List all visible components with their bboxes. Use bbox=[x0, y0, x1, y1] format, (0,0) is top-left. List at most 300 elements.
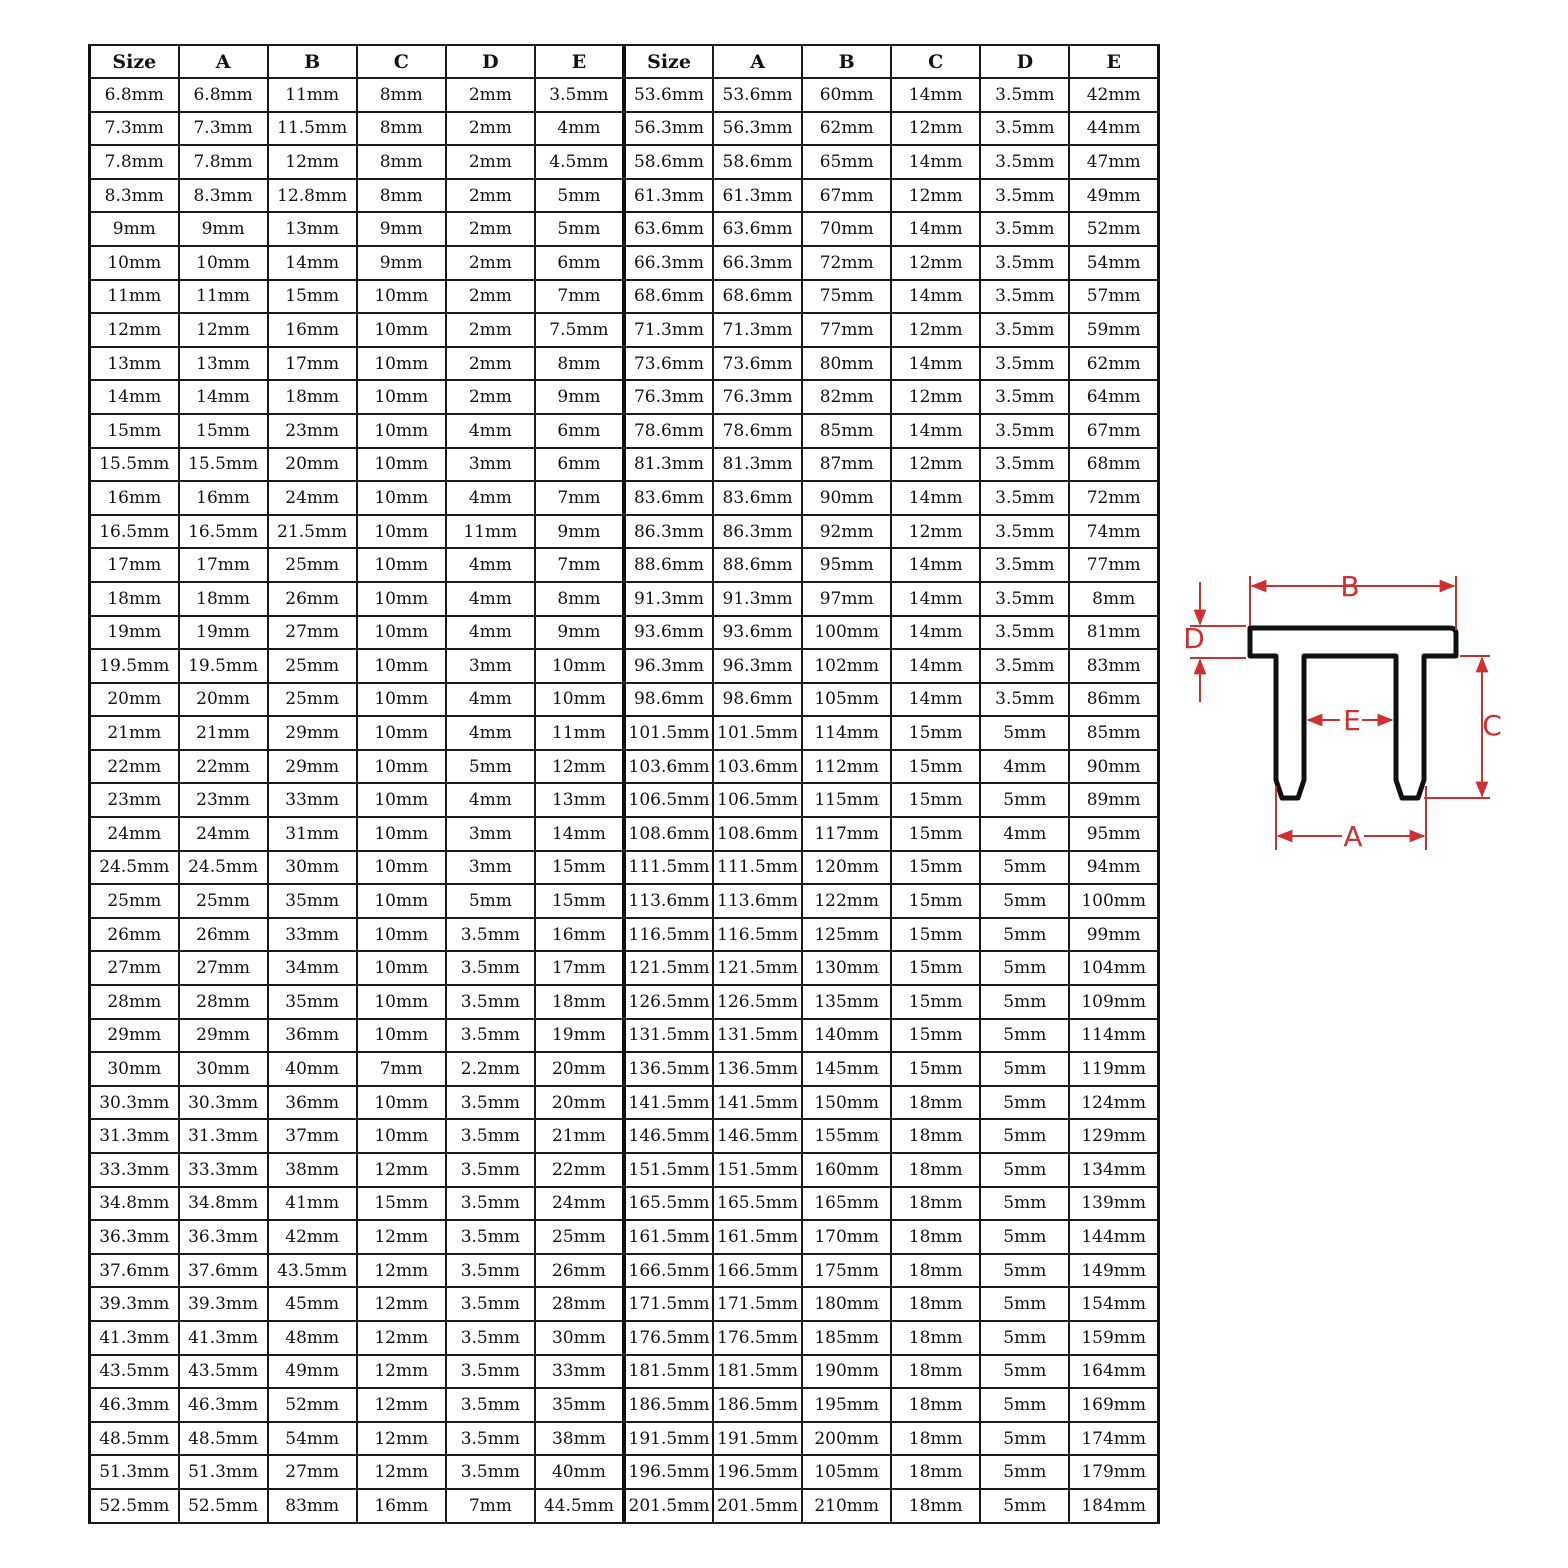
table-cell: 111.5mm bbox=[624, 851, 713, 885]
table-cell: 2mm bbox=[446, 112, 535, 146]
table-cell: 15.5mm bbox=[90, 448, 179, 482]
table-cell: 104mm bbox=[1069, 951, 1158, 985]
table-cell: 96.3mm bbox=[624, 649, 713, 683]
table-cell: 5mm bbox=[980, 1254, 1069, 1288]
table-cell: 10mm bbox=[357, 918, 446, 952]
column-header: Size bbox=[90, 45, 179, 78]
table-cell: 82mm bbox=[802, 380, 891, 414]
table-cell: 4mm bbox=[446, 481, 535, 515]
table-cell: 10mm bbox=[535, 649, 624, 683]
table-cell: 87mm bbox=[802, 448, 891, 482]
table-cell: 23mm bbox=[90, 783, 179, 817]
table-cell: 10mm bbox=[179, 246, 268, 280]
table-cell: 48.5mm bbox=[179, 1422, 268, 1456]
table-cell: 29mm bbox=[90, 1019, 179, 1053]
table-cell: 179mm bbox=[1069, 1455, 1158, 1489]
table-cell: 3.5mm bbox=[980, 448, 1069, 482]
table-cell: 27mm bbox=[90, 951, 179, 985]
table-cell: 14mm bbox=[891, 78, 980, 112]
table-cell: 58.6mm bbox=[713, 145, 802, 179]
table-cell: 114mm bbox=[802, 716, 891, 750]
table-cell: 122mm bbox=[802, 884, 891, 918]
table-cell: 5mm bbox=[980, 1321, 1069, 1355]
table-cell: 126.5mm bbox=[624, 985, 713, 1019]
table-cell: 19mm bbox=[535, 1019, 624, 1053]
table-cell: 5mm bbox=[980, 1355, 1069, 1389]
label-d: D bbox=[1183, 622, 1205, 655]
table-cell: 146.5mm bbox=[624, 1119, 713, 1153]
table-cell: 5mm bbox=[446, 884, 535, 918]
table-cell: 81mm bbox=[1069, 616, 1158, 650]
table-cell: 21.5mm bbox=[268, 515, 357, 549]
table-cell: 4.5mm bbox=[535, 145, 624, 179]
table-cell: 5mm bbox=[535, 212, 624, 246]
table-cell: 93.6mm bbox=[713, 616, 802, 650]
table-cell: 114mm bbox=[1069, 1019, 1158, 1053]
table-cell: 10mm bbox=[357, 716, 446, 750]
table-cell: 175mm bbox=[802, 1254, 891, 1288]
table-cell: 21mm bbox=[179, 716, 268, 750]
table-cell: 20mm bbox=[535, 1052, 624, 1086]
table-cell: 48mm bbox=[268, 1321, 357, 1355]
table-cell: 5mm bbox=[980, 1287, 1069, 1321]
table-cell: 108.6mm bbox=[713, 817, 802, 851]
table-cell: 12mm bbox=[357, 1455, 446, 1489]
table-cell: 131.5mm bbox=[713, 1019, 802, 1053]
table-cell: 5mm bbox=[980, 884, 1069, 918]
table-cell: 13mm bbox=[90, 347, 179, 381]
table-cell: 14mm bbox=[891, 212, 980, 246]
table-cell: 141.5mm bbox=[713, 1086, 802, 1120]
table-cell: 100mm bbox=[1069, 884, 1158, 918]
table-row bbox=[90, 884, 1159, 918]
table-cell: 54mm bbox=[268, 1422, 357, 1456]
table-cell: 12mm bbox=[268, 145, 357, 179]
table-cell: 5mm bbox=[980, 1489, 1069, 1523]
table-cell: 3mm bbox=[446, 851, 535, 885]
table-cell: 3.5mm bbox=[980, 347, 1069, 381]
table-cell: 8mm bbox=[535, 347, 624, 381]
table-cell: 166.5mm bbox=[713, 1254, 802, 1288]
table-cell: 28mm bbox=[535, 1287, 624, 1321]
table-cell: 10mm bbox=[357, 817, 446, 851]
table-cell: 61.3mm bbox=[624, 179, 713, 213]
table-cell: 176.5mm bbox=[624, 1321, 713, 1355]
table-cell: 86.3mm bbox=[624, 515, 713, 549]
table-cell: 57mm bbox=[1069, 280, 1158, 314]
table-row bbox=[90, 1086, 1159, 1120]
table-cell: 52mm bbox=[1069, 212, 1158, 246]
table-cell: 4mm bbox=[980, 817, 1069, 851]
table-cell: 29mm bbox=[268, 716, 357, 750]
table-cell: 49mm bbox=[1069, 179, 1158, 213]
table-cell: 33mm bbox=[535, 1355, 624, 1389]
table-row bbox=[90, 1119, 1159, 1153]
table-cell: 113.6mm bbox=[624, 884, 713, 918]
table-cell: 52mm bbox=[268, 1388, 357, 1422]
table-cell: 24mm bbox=[535, 1187, 624, 1221]
table-cell: 3.5mm bbox=[980, 481, 1069, 515]
table-cell: 14mm bbox=[179, 380, 268, 414]
table-cell: 68.6mm bbox=[713, 280, 802, 314]
table-cell: 3mm bbox=[446, 649, 535, 683]
table-cell: 73.6mm bbox=[624, 347, 713, 381]
table-cell: 83.6mm bbox=[713, 481, 802, 515]
table-cell: 6.8mm bbox=[179, 78, 268, 112]
table-cell: 15mm bbox=[535, 851, 624, 885]
table-cell: 41.3mm bbox=[179, 1321, 268, 1355]
column-header: B bbox=[802, 45, 891, 78]
table-cell: 19mm bbox=[179, 616, 268, 650]
table-row bbox=[90, 1422, 1159, 1456]
table-cell: 3.5mm bbox=[446, 1019, 535, 1053]
table-cell: 83mm bbox=[268, 1489, 357, 1523]
table-cell: 170mm bbox=[802, 1220, 891, 1254]
table-cell: 78.6mm bbox=[713, 414, 802, 448]
table-cell: 11mm bbox=[90, 280, 179, 314]
table-cell: 11mm bbox=[446, 515, 535, 549]
table-cell: 86.3mm bbox=[713, 515, 802, 549]
table-cell: 7mm bbox=[535, 481, 624, 515]
table-cell: 30mm bbox=[179, 1052, 268, 1086]
table-row bbox=[90, 683, 1159, 717]
table-cell: 3.5mm bbox=[980, 179, 1069, 213]
table-cell: 9mm bbox=[357, 246, 446, 280]
table-cell: 5mm bbox=[980, 716, 1069, 750]
table-row bbox=[90, 649, 1159, 683]
table-cell: 3.5mm bbox=[980, 380, 1069, 414]
table-row bbox=[90, 347, 1159, 381]
table-row bbox=[90, 246, 1159, 280]
table-cell: 73.6mm bbox=[713, 347, 802, 381]
table-cell: 201.5mm bbox=[624, 1489, 713, 1523]
table-cell: 15mm bbox=[357, 1187, 446, 1221]
table-cell: 11mm bbox=[268, 78, 357, 112]
table-cell: 181.5mm bbox=[713, 1355, 802, 1389]
table-cell: 2mm bbox=[446, 380, 535, 414]
table-cell: 16mm bbox=[268, 313, 357, 347]
label-a: A bbox=[1343, 820, 1363, 853]
table-cell: 63.6mm bbox=[713, 212, 802, 246]
table-cell: 190mm bbox=[802, 1355, 891, 1389]
table-row bbox=[90, 280, 1159, 314]
table-cell: 18mm bbox=[90, 582, 179, 616]
table-cell: 18mm bbox=[891, 1220, 980, 1254]
table-cell: 26mm bbox=[90, 918, 179, 952]
table-cell: 26mm bbox=[268, 582, 357, 616]
table-cell: 196.5mm bbox=[713, 1455, 802, 1489]
table-cell: 165.5mm bbox=[713, 1187, 802, 1221]
column-header: Size bbox=[624, 45, 713, 78]
table-cell: 3.5mm bbox=[980, 414, 1069, 448]
table-cell: 40mm bbox=[268, 1052, 357, 1086]
table-cell: 15mm bbox=[268, 280, 357, 314]
table-cell: 18mm bbox=[891, 1455, 980, 1489]
table-cell: 15mm bbox=[891, 851, 980, 885]
table-row bbox=[90, 1321, 1159, 1355]
table-cell: 18mm bbox=[891, 1388, 980, 1422]
t-cap-diagram bbox=[1180, 560, 1510, 860]
table-cell: 2mm bbox=[446, 179, 535, 213]
table-cell: 129mm bbox=[1069, 1119, 1158, 1153]
table-cell: 154mm bbox=[1069, 1287, 1158, 1321]
table-cell: 181.5mm bbox=[624, 1355, 713, 1389]
table-cell: 2mm bbox=[446, 246, 535, 280]
table-cell: 12mm bbox=[357, 1422, 446, 1456]
table-cell: 15mm bbox=[90, 414, 179, 448]
table-cell: 15mm bbox=[891, 985, 980, 1019]
table-cell: 4mm bbox=[980, 750, 1069, 784]
table-cell: 7.3mm bbox=[90, 112, 179, 146]
table-cell: 36.3mm bbox=[179, 1220, 268, 1254]
table-cell: 48.5mm bbox=[90, 1422, 179, 1456]
table-cell: 61.3mm bbox=[713, 179, 802, 213]
table-cell: 12mm bbox=[357, 1388, 446, 1422]
table-cell: 103.6mm bbox=[713, 750, 802, 784]
table-cell: 26mm bbox=[535, 1254, 624, 1288]
table-cell: 3.5mm bbox=[446, 918, 535, 952]
table-row bbox=[90, 1489, 1159, 1523]
table-cell: 14mm bbox=[891, 649, 980, 683]
table-cell: 4mm bbox=[535, 112, 624, 146]
table-cell: 3.5mm bbox=[446, 1220, 535, 1254]
table-cell: 11.5mm bbox=[268, 112, 357, 146]
table-cell: 16mm bbox=[179, 481, 268, 515]
table-cell: 10mm bbox=[357, 851, 446, 885]
table-cell: 9mm bbox=[535, 616, 624, 650]
table-cell: 20mm bbox=[179, 683, 268, 717]
table-cell: 3.5mm bbox=[446, 1153, 535, 1187]
table-cell: 68mm bbox=[1069, 448, 1158, 482]
table-cell: 8mm bbox=[357, 179, 446, 213]
table-cell: 45mm bbox=[268, 1287, 357, 1321]
table-cell: 66.3mm bbox=[624, 246, 713, 280]
table-cell: 37.6mm bbox=[179, 1254, 268, 1288]
table-row bbox=[90, 313, 1159, 347]
table-cell: 3.5mm bbox=[446, 1119, 535, 1153]
table-cell: 33mm bbox=[268, 918, 357, 952]
table-cell: 64mm bbox=[1069, 380, 1158, 414]
table-cell: 16mm bbox=[357, 1489, 446, 1523]
table-cell: 151.5mm bbox=[713, 1153, 802, 1187]
table-cell: 12mm bbox=[357, 1287, 446, 1321]
table-cell: 5mm bbox=[980, 1388, 1069, 1422]
table-cell: 3.5mm bbox=[446, 1388, 535, 1422]
label-c: C bbox=[1482, 709, 1502, 742]
table-cell: 3.5mm bbox=[980, 548, 1069, 582]
table-cell: 24mm bbox=[268, 481, 357, 515]
table-cell: 3.5mm bbox=[446, 1321, 535, 1355]
header-row bbox=[90, 45, 1159, 78]
table-cell: 29mm bbox=[179, 1019, 268, 1053]
table-cell: 101.5mm bbox=[713, 716, 802, 750]
table-cell: 4mm bbox=[446, 582, 535, 616]
table-cell: 4mm bbox=[446, 414, 535, 448]
table-cell: 9mm bbox=[179, 212, 268, 246]
table-cell: 41.3mm bbox=[90, 1321, 179, 1355]
table-cell: 20mm bbox=[268, 448, 357, 482]
table-cell: 8.3mm bbox=[179, 179, 268, 213]
table-cell: 3.5mm bbox=[980, 78, 1069, 112]
column-header: E bbox=[1069, 45, 1158, 78]
table-cell: 2mm bbox=[446, 280, 535, 314]
table-row bbox=[90, 1187, 1159, 1221]
table-cell: 52.5mm bbox=[90, 1489, 179, 1523]
table-cell: 47mm bbox=[1069, 145, 1158, 179]
table-cell: 24.5mm bbox=[90, 851, 179, 885]
table-cell: 85mm bbox=[1069, 716, 1158, 750]
table-cell: 10mm bbox=[357, 481, 446, 515]
table-cell: 4mm bbox=[446, 683, 535, 717]
table-cell: 117mm bbox=[802, 817, 891, 851]
table-cell: 44mm bbox=[1069, 112, 1158, 146]
table-cell: 14mm bbox=[891, 481, 980, 515]
table-cell: 13mm bbox=[179, 347, 268, 381]
table-cell: 10mm bbox=[357, 649, 446, 683]
table-cell: 19.5mm bbox=[90, 649, 179, 683]
table-row bbox=[90, 750, 1159, 784]
table-cell: 146.5mm bbox=[713, 1119, 802, 1153]
table-cell: 11mm bbox=[179, 280, 268, 314]
table-cell: 159mm bbox=[1069, 1321, 1158, 1355]
table-cell: 91.3mm bbox=[624, 582, 713, 616]
table-cell: 3.5mm bbox=[446, 1287, 535, 1321]
table-row bbox=[90, 851, 1159, 885]
table-row bbox=[90, 783, 1159, 817]
table-cell: 74mm bbox=[1069, 515, 1158, 549]
table-cell: 46.3mm bbox=[179, 1388, 268, 1422]
table-cell: 40mm bbox=[535, 1455, 624, 1489]
table-cell: 24mm bbox=[90, 817, 179, 851]
table-cell: 41mm bbox=[268, 1187, 357, 1221]
table-cell: 3.5mm bbox=[980, 582, 1069, 616]
table-cell: 10mm bbox=[357, 448, 446, 482]
table-cell: 125mm bbox=[802, 918, 891, 952]
table-cell: 18mm bbox=[891, 1187, 980, 1221]
table-cell: 8mm bbox=[357, 78, 446, 112]
table-cell: 51.3mm bbox=[179, 1455, 268, 1489]
table-cell: 3.5mm bbox=[446, 1086, 535, 1120]
table-cell: 18mm bbox=[179, 582, 268, 616]
table-cell: 25mm bbox=[268, 649, 357, 683]
table-cell: 70mm bbox=[802, 212, 891, 246]
table-cell: 10mm bbox=[357, 884, 446, 918]
table-cell: 14mm bbox=[891, 280, 980, 314]
table-cell: 36mm bbox=[268, 1086, 357, 1120]
column-header: A bbox=[713, 45, 802, 78]
table-cell: 10mm bbox=[357, 683, 446, 717]
table-cell: 10mm bbox=[357, 414, 446, 448]
table-cell: 15mm bbox=[891, 716, 980, 750]
table-cell: 210mm bbox=[802, 1489, 891, 1523]
table-cell: 30mm bbox=[268, 851, 357, 885]
table-cell: 27mm bbox=[268, 1455, 357, 1489]
table-cell: 15mm bbox=[891, 783, 980, 817]
table-cell: 21mm bbox=[90, 716, 179, 750]
table-row bbox=[90, 918, 1159, 952]
table-cell: 9mm bbox=[535, 515, 624, 549]
table-row bbox=[90, 817, 1159, 851]
table-cell: 4mm bbox=[446, 548, 535, 582]
column-header: D bbox=[446, 45, 535, 78]
table-cell: 5mm bbox=[446, 750, 535, 784]
table-cell: 2.2mm bbox=[446, 1052, 535, 1086]
table-cell: 119mm bbox=[1069, 1052, 1158, 1086]
table-cell: 12mm bbox=[891, 380, 980, 414]
table-cell: 3.5mm bbox=[980, 649, 1069, 683]
table-cell: 75mm bbox=[802, 280, 891, 314]
table-cell: 2mm bbox=[446, 313, 535, 347]
table-cell: 97mm bbox=[802, 582, 891, 616]
table-cell: 171.5mm bbox=[713, 1287, 802, 1321]
table-cell: 30.3mm bbox=[179, 1086, 268, 1120]
table-cell: 10mm bbox=[357, 280, 446, 314]
table-cell: 165mm bbox=[802, 1187, 891, 1221]
table-cell: 113.6mm bbox=[713, 884, 802, 918]
dimension-c bbox=[1424, 656, 1490, 798]
table-cell: 3mm bbox=[446, 817, 535, 851]
label-e: E bbox=[1343, 704, 1361, 737]
table-cell: 3.5mm bbox=[980, 246, 1069, 280]
table-cell: 14mm bbox=[90, 380, 179, 414]
table-cell: 33.3mm bbox=[179, 1153, 268, 1187]
table-cell: 91.3mm bbox=[713, 582, 802, 616]
table-cell: 14mm bbox=[891, 145, 980, 179]
column-header: C bbox=[357, 45, 446, 78]
table-cell: 112mm bbox=[802, 750, 891, 784]
table-cell: 33.3mm bbox=[90, 1153, 179, 1187]
table-cell: 10mm bbox=[357, 1119, 446, 1153]
table-cell: 96.3mm bbox=[713, 649, 802, 683]
table-cell: 51.3mm bbox=[90, 1455, 179, 1489]
table-cell: 7mm bbox=[357, 1052, 446, 1086]
table-cell: 12mm bbox=[891, 515, 980, 549]
table-cell: 90mm bbox=[1069, 750, 1158, 784]
table-cell: 94mm bbox=[1069, 851, 1158, 885]
table-cell: 160mm bbox=[802, 1153, 891, 1187]
table-cell: 15mm bbox=[535, 884, 624, 918]
table-cell: 42mm bbox=[268, 1220, 357, 1254]
table-cell: 12mm bbox=[891, 246, 980, 280]
table-cell: 8mm bbox=[535, 582, 624, 616]
table-cell: 67mm bbox=[1069, 414, 1158, 448]
table-cell: 12mm bbox=[535, 750, 624, 784]
table-cell: 24.5mm bbox=[179, 851, 268, 885]
table-cell: 11mm bbox=[535, 716, 624, 750]
table-row bbox=[90, 481, 1159, 515]
table-cell: 35mm bbox=[535, 1388, 624, 1422]
table-cell: 36mm bbox=[268, 1019, 357, 1053]
table-cell: 10mm bbox=[357, 1019, 446, 1053]
table-cell: 56.3mm bbox=[713, 112, 802, 146]
table-cell: 121.5mm bbox=[624, 951, 713, 985]
table-cell: 43.5mm bbox=[90, 1355, 179, 1389]
table-cell: 10mm bbox=[357, 347, 446, 381]
table-cell: 76.3mm bbox=[713, 380, 802, 414]
table-cell: 22mm bbox=[535, 1153, 624, 1187]
table-cell: 5mm bbox=[980, 1153, 1069, 1187]
table-cell: 5mm bbox=[980, 1220, 1069, 1254]
table-cell: 24mm bbox=[179, 817, 268, 851]
table-cell: 5mm bbox=[980, 1187, 1069, 1221]
table-cell: 151.5mm bbox=[624, 1153, 713, 1187]
table-cell: 3.5mm bbox=[980, 145, 1069, 179]
table-cell: 56.3mm bbox=[624, 112, 713, 146]
table-cell: 106.5mm bbox=[713, 783, 802, 817]
table-cell: 85mm bbox=[802, 414, 891, 448]
table-row bbox=[90, 1287, 1159, 1321]
table-cell: 81.3mm bbox=[713, 448, 802, 482]
